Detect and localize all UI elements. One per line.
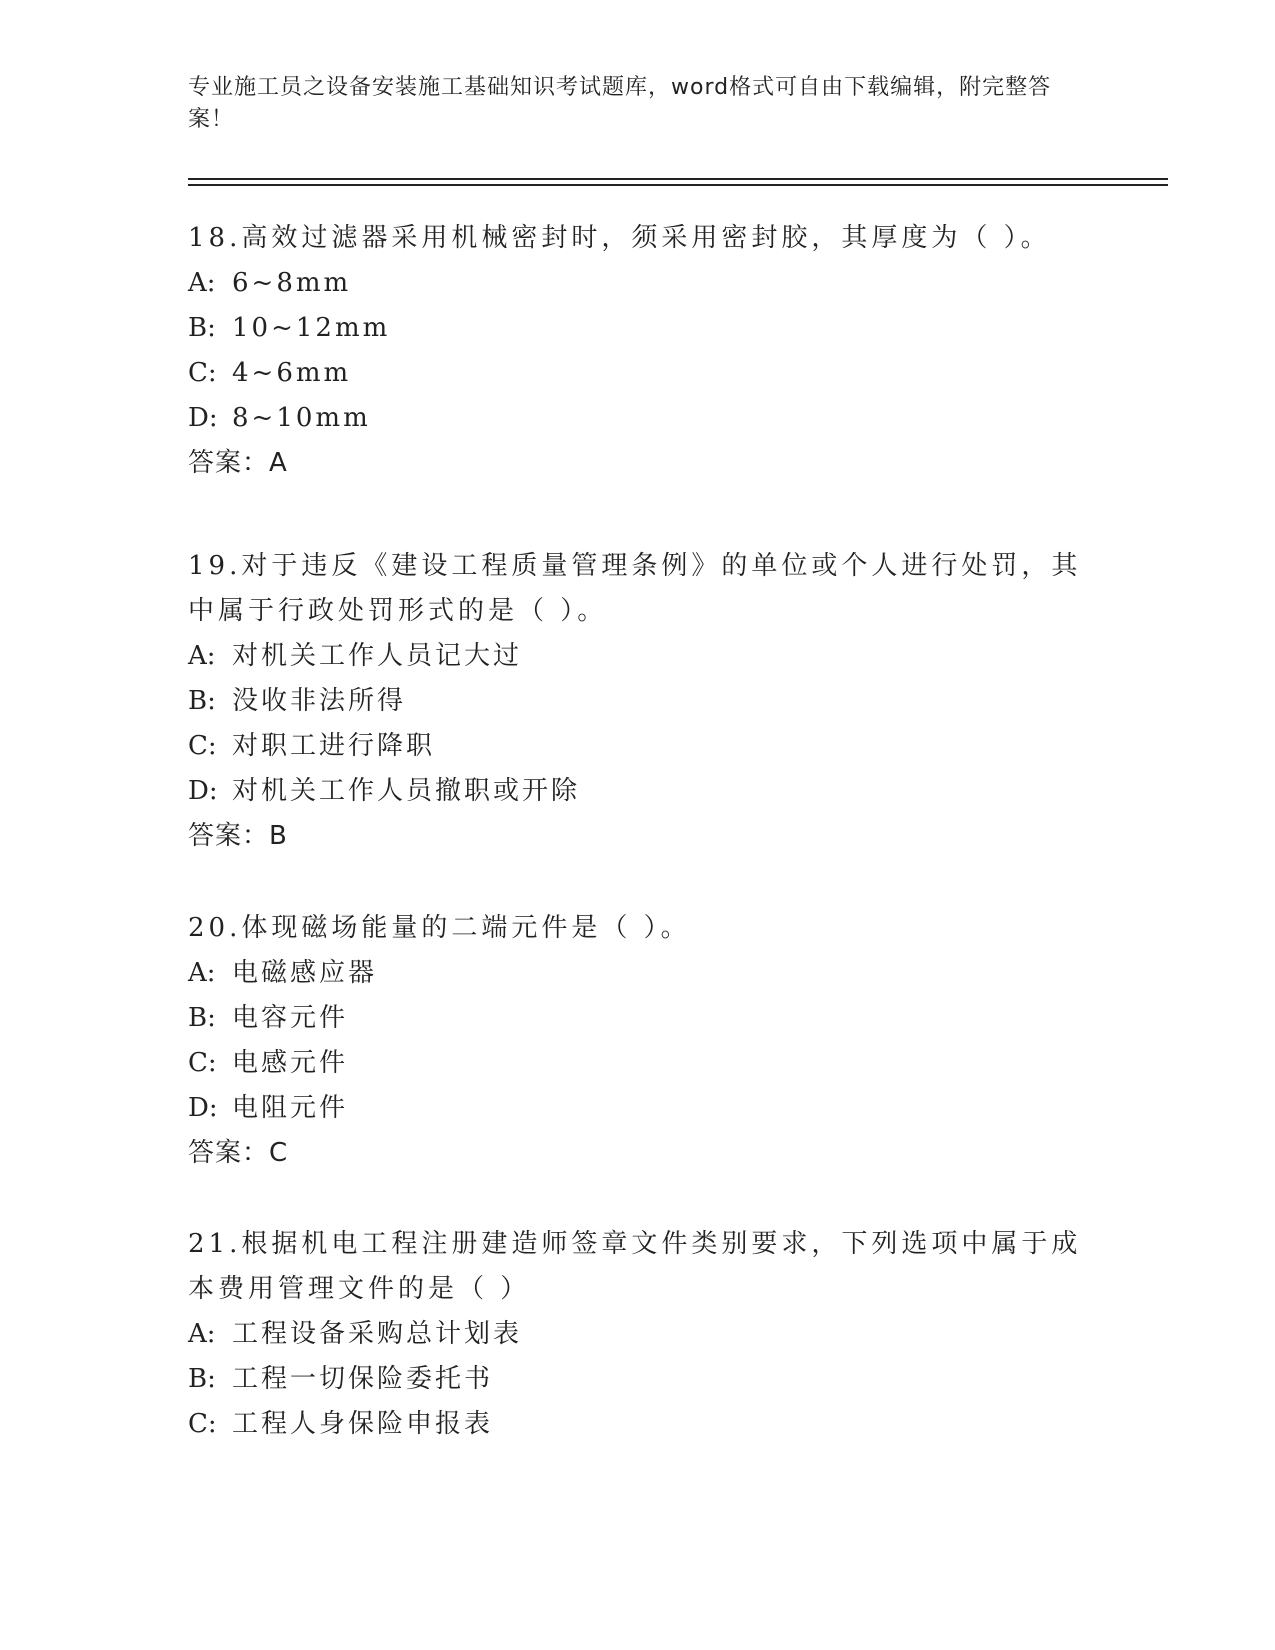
option-b [188, 1357, 1088, 1402]
question-19 [188, 544, 1088, 859]
option-key: B: [188, 686, 216, 716]
option-key: D: [188, 776, 218, 806]
option-d [188, 396, 1088, 441]
option-d [188, 1086, 1088, 1131]
option-key: A: [188, 268, 216, 298]
answer: 答案：C [188, 1138, 289, 1168]
option-a [188, 1312, 1088, 1357]
option-text: 电磁感应器 [232, 958, 378, 988]
option-key: D: [188, 1093, 218, 1123]
header-rule-bottom [188, 184, 1168, 186]
option-text: 工程人身保险申报表 [232, 1409, 494, 1439]
option-text: 没收非法所得 [232, 686, 407, 716]
option-d [188, 769, 1088, 814]
option-text: 10~12mm [232, 313, 391, 343]
option-c [188, 1041, 1088, 1086]
option-text: 电容元件 [232, 1003, 349, 1033]
option-key: A: [188, 958, 216, 988]
option-key: C: [188, 1409, 217, 1439]
option-text: 4~6mm [232, 358, 352, 388]
option-key: C: [188, 1048, 217, 1078]
option-key: A: [188, 641, 216, 671]
option-key: C: [188, 358, 217, 388]
option-b [188, 679, 1088, 724]
option-text: 工程设备采购总计划表 [232, 1319, 523, 1349]
option-text: 电阻元件 [232, 1093, 349, 1123]
question-stem: 20.体现磁场能量的二端元件是（ ）。 [188, 913, 691, 943]
option-c [188, 351, 1088, 396]
option-a [188, 634, 1088, 679]
question-stem: 19.对于违反《建设工程质量管理条例》的单位或个人进行处罚，其中属于行政处罚形式的是（ ）。 [188, 551, 1082, 626]
option-key: D: [188, 403, 218, 433]
option-key: A: [188, 1319, 216, 1349]
header-rule-top [188, 178, 1168, 180]
option-text: 对机关工作人员撤职或开除 [232, 776, 581, 806]
option-key: B: [188, 1364, 216, 1394]
option-b [188, 306, 1088, 351]
option-b [188, 996, 1088, 1041]
option-text: 电感元件 [232, 1048, 349, 1078]
answer: 答案：A [188, 448, 288, 478]
question-18 [188, 216, 1088, 486]
option-a [188, 261, 1088, 306]
option-c [188, 1402, 1088, 1447]
answer: 答案：B [188, 821, 288, 851]
option-c [188, 724, 1088, 769]
question-21 [188, 1222, 1088, 1447]
option-text: 对职工进行降职 [232, 731, 436, 761]
option-key: C: [188, 731, 217, 761]
question-20 [188, 906, 1088, 1176]
option-text: 6~8mm [232, 268, 352, 298]
option-text: 8~10mm [232, 403, 371, 433]
question-stem: 21.根据机电工程注册建造师签章文件类别要求，下列选项中属于成本费用管理文件的是（ ） [188, 1229, 1082, 1304]
option-key: B: [188, 1003, 216, 1033]
document-header: 专业施工员之设备安装施工基础知识考试题库，word格式可自由下载编辑，附完整答案！ [188, 75, 1052, 132]
option-key: B: [188, 313, 216, 343]
option-text: 工程一切保险委托书 [232, 1364, 494, 1394]
option-a [188, 951, 1088, 996]
question-stem: 18.高效过滤器采用机械密封时，须采用密封胶，其厚度为（ ）。 [188, 223, 1051, 253]
option-text: 对机关工作人员记大过 [232, 641, 523, 671]
